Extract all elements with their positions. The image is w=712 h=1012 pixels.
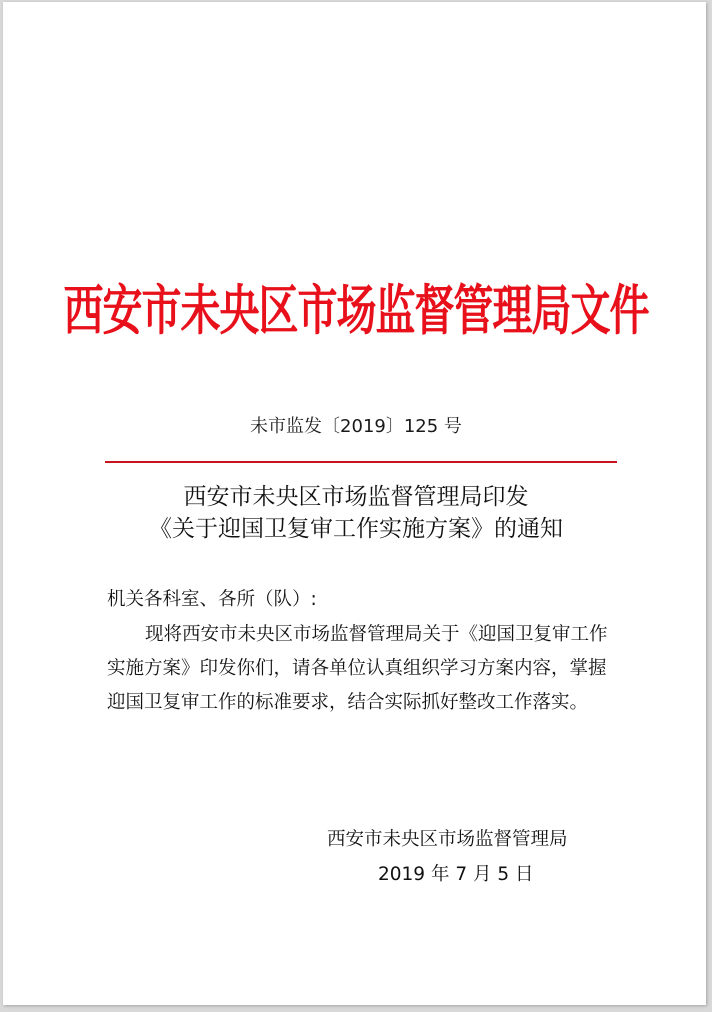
notice-title-line-2: 《关于迎国卫复审工作实施方案》的通知 <box>149 516 563 542</box>
issue-date: 2019 年 7 月 5 日 <box>378 864 534 885</box>
issuing-authority: 西安市未央区市场监督管理局 <box>327 829 568 850</box>
red-header-title: 西安市未央区市场监督管理局文件 <box>63 280 649 343</box>
salutation: 机关各科室、各所（队）: <box>107 589 317 610</box>
body-line-1: 现将西安市未央区市场监督管理局关于《迎国卫复审工作 <box>145 624 608 645</box>
red-divider-line <box>105 461 617 463</box>
body-line-3: 迎国卫复审工作的标准要求，结合实际抓好整改工作落实。 <box>107 692 589 713</box>
body-line-2: 实施方案》印发你们，请各单位认真组织学习方案内容，掌握 <box>107 658 607 679</box>
notice-title-line-1: 西安市未央区市场监督管理局印发 <box>183 484 529 510</box>
document-number: 未市监发〔2019〕125 号 <box>250 416 462 437</box>
